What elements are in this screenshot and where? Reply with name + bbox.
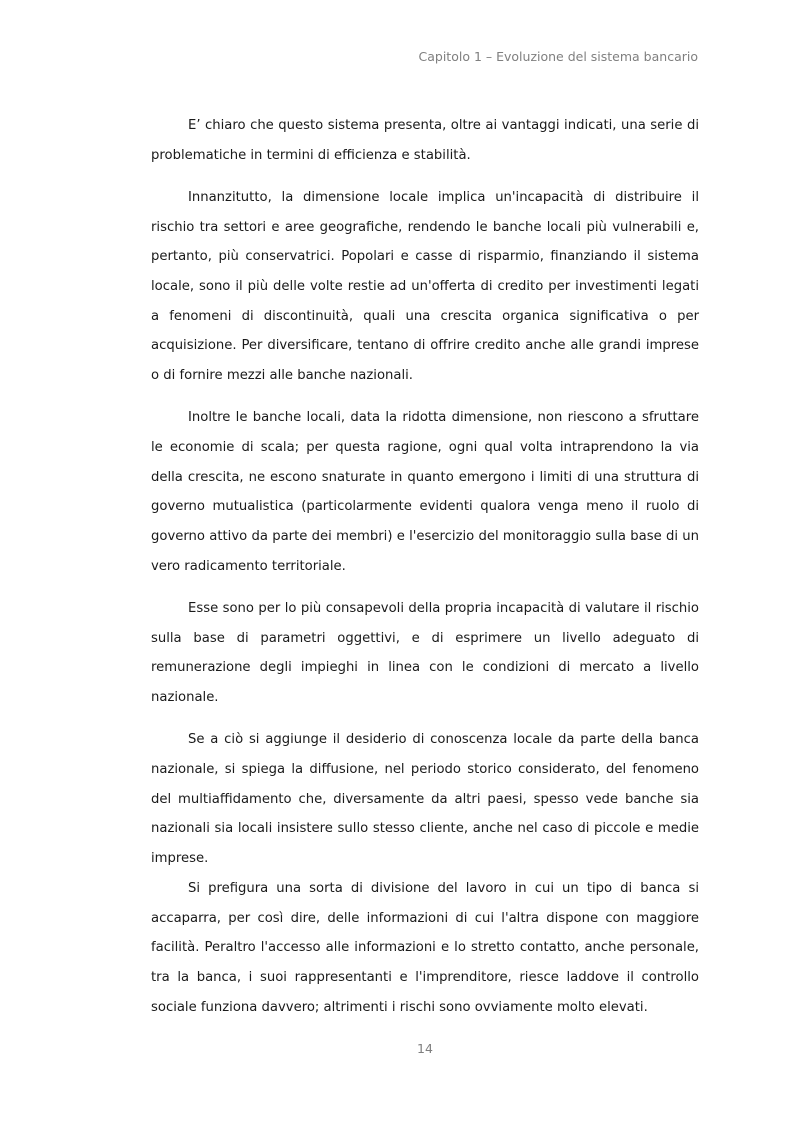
running-header: Capitolo 1 – Evoluzione del sistema bancario: [418, 49, 698, 64]
paragraph-1: E’ chiaro che questo sistema presenta, oltre ai vantaggi indicati, una serie di problematiche in termini di efficienza e stabilità.: [151, 118, 699, 163]
page-number: 14: [417, 1041, 433, 1056]
paragraph-5: Se a ciò si aggiunge il desiderio di conoscenza locale da parte della banca nazionale, si spiega la diffusione, nel periodo storico considerato, del fenomeno del multiaffidamento che, diversamente da altri paesi, spesso vede banche sia nazionali sia locali insistere sullo stesso cliente, anche nel caso di piccole e medie imprese.: [151, 732, 699, 867]
body-text: [151, 111, 699, 1022]
paragraph-6: Si prefigura una sorta di divisione del lavoro in cui un tipo di banca si accaparra, per così dire, delle informazioni di cui l'altra dispone con maggiore facilità. Peraltro l'accesso alle informazioni e lo stretto contatto, anche personale, tra la banca, i suoi rappresentanti e l'imprenditore, riesce laddove il controllo sociale funziona davvero; altrimenti i rischi sono ovviamente molto elevati.: [151, 880, 699, 1015]
paragraph-2: Innanzitutto, la dimensione locale implica un'incapacità di distribuire il rischio tra settori e aree geografiche, rendendo le banche locali più vulnerabili e, pertanto, più conservatrici. Popolari e casse di risparmio, finanziando il sistema locale, sono il più delle volte restie ad un'offerta di credito per investimenti legati a fenomeni di discontinuità, quali una crescita organica significativa o per acquisizione. Per diversificare, tentano di offrire credito anche alle grandi imprese o di fornire mezzi alle banche nazionali.: [151, 189, 699, 384]
paragraph-4: Esse sono per lo più consapevoli della propria incapacità di valutare il rischio sulla base di parametri oggettivi, e di esprimere un livello adeguato di remunerazione degli impieghi in linea con le condizioni di mercato a livello nazionale.: [151, 601, 699, 706]
paragraph-3: Inoltre le banche locali, data la ridotta dimensione, non riescono a sfruttare le economie di scala; per questa ragione, ogni qual volta intraprendono la via della crescita, ne escono snaturate in quanto emergono i limiti di una struttura di governo mutualistica (particolarmente evidenti qualora venga meno il ruolo di governo attivo da parte dei membri) e l'esercizio del monitoraggio sulla base di un vero radicamento territoriale.: [151, 410, 699, 574]
